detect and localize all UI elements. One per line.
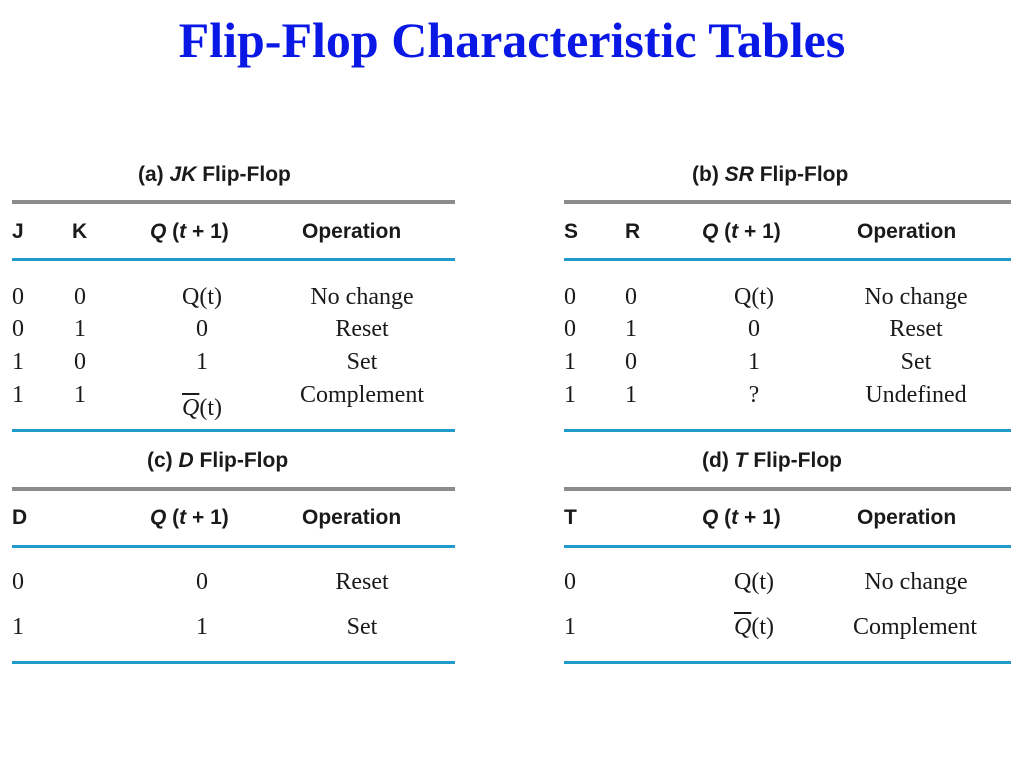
table-d-col-q: Q (t + 1): [702, 506, 781, 529]
table-b-row-1-q: Q(t): [734, 284, 774, 310]
table-a-row-1-j: 0: [12, 284, 24, 310]
table-b-bottom-rule: [564, 429, 1011, 432]
table-b-row-2-s: 0: [564, 316, 576, 342]
table-d-top-rule: [564, 487, 1011, 491]
table-a-col-k: K: [72, 220, 88, 243]
table-a-caption: (a) JK Flip-Flop: [138, 163, 291, 186]
table-a-row-2-j: 0: [12, 316, 24, 342]
table-c-col-operation: Operation: [302, 506, 402, 529]
table-a-row-1-q: Q(t): [182, 284, 222, 310]
table-b-row-4-r: 1: [625, 382, 637, 408]
table-d-header-rule: [564, 545, 1011, 548]
table-b-row-2-q: 0: [748, 316, 760, 342]
table-c-col-d: D: [12, 506, 28, 529]
table-a-row-2-op: Reset: [335, 316, 389, 342]
table-c-top-rule: [12, 487, 455, 491]
table-a-row-2-q: 0: [196, 316, 208, 342]
table-c-row-1-q: 0: [196, 569, 208, 595]
table-d-bottom-rule: [564, 661, 1011, 664]
table-b-row-4-op: Undefined: [865, 382, 967, 408]
table-d-caption: (d) T Flip-Flop: [702, 449, 842, 472]
table-c-row-2-op: Set: [346, 614, 378, 640]
page-title: Flip-Flop Characteristic Tables: [178, 12, 846, 68]
table-c-row-2-q: 1: [196, 614, 208, 640]
table-d-row-1-op: No change: [864, 569, 968, 595]
table-d-col-t: T: [564, 506, 577, 529]
table-b-row-3-op: Set: [900, 349, 932, 375]
table-a-row-2-k: 1: [74, 316, 86, 342]
table-a-top-rule: [12, 200, 455, 204]
table-c-caption: (c) D Flip-Flop: [147, 449, 289, 472]
table-c-col-q: Q (t + 1): [150, 506, 229, 529]
table-a-bottom-rule: [12, 429, 455, 432]
table-b-header-rule: [564, 258, 1011, 261]
table-b-row-1-op: No change: [864, 284, 968, 310]
table-b-top-rule: [564, 200, 1011, 204]
table-b-row-2-op: Reset: [889, 316, 943, 342]
table-a-row-4-k: 1: [74, 382, 86, 408]
table-a-col-q: Q (t + 1): [150, 220, 229, 243]
table-a-header-rule: [12, 258, 455, 261]
table-b-col-operation: Operation: [857, 220, 957, 243]
table-b-col-q: Q (t + 1): [702, 220, 781, 243]
table-a-row-3-k: 0: [74, 349, 86, 375]
table-b-row-1-s: 0: [564, 284, 576, 310]
table-c-bottom-rule: [12, 661, 455, 664]
table-d-row-1-t: 0: [564, 569, 576, 595]
table-a-row-1-op: No change: [310, 284, 414, 310]
table-b-row-4-q: ?: [748, 382, 760, 408]
table-b-row-1-r: 0: [625, 284, 637, 310]
table-d-row-2-op: Complement: [853, 614, 977, 640]
table-b-row-3-q: 1: [748, 349, 760, 375]
table-a-row-3-op: Set: [346, 349, 378, 375]
table-c-row-2-d: 1: [12, 614, 24, 640]
table-a-row-1-k: 0: [74, 284, 86, 310]
table-b-row-3-s: 1: [564, 349, 576, 375]
table-b-row-3-r: 0: [625, 349, 637, 375]
table-a-row-4-q: $\overline{Q}(t)$: [182, 395, 222, 421]
table-b-col-r: R: [625, 220, 641, 243]
table-a-row-3-q: 1: [196, 349, 208, 375]
table-d-row-2-q: $\overline{Q}(t)$: [734, 614, 774, 640]
table-c-header-rule: [12, 545, 455, 548]
table-a-row-4-op: Complement: [300, 382, 424, 408]
table-d-row-2-t: 1: [564, 614, 576, 640]
table-a-col-j: J: [12, 220, 24, 243]
table-d-col-operation: Operation: [857, 506, 957, 529]
table-b-col-s: S: [564, 220, 579, 243]
table-a-row-4-j: 1: [12, 382, 24, 408]
table-b-caption: (b) SR Flip-Flop: [692, 163, 849, 186]
table-c-row-1-d: 0: [12, 569, 24, 595]
table-a-row-3-j: 1: [12, 349, 24, 375]
table-d-row-1-q: Q(t): [734, 569, 774, 595]
table-a-col-operation: Operation: [302, 220, 402, 243]
table-c-row-1-op: Reset: [335, 569, 389, 595]
table-b-row-4-s: 1: [564, 382, 576, 408]
table-b-row-2-r: 1: [625, 316, 637, 342]
